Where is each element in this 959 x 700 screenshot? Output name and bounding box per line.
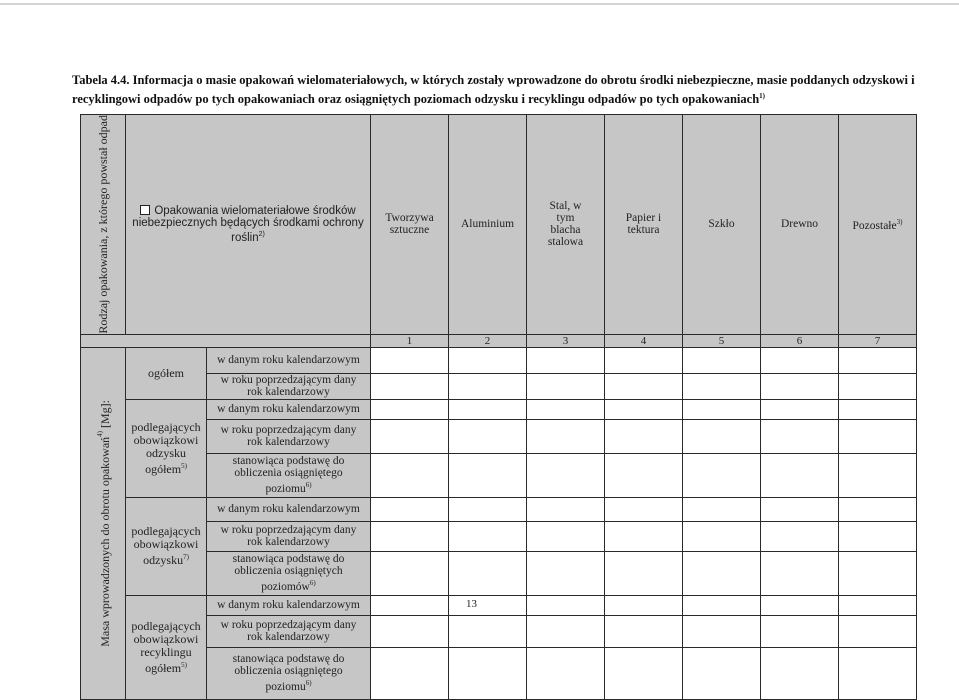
row-label: w roku poprzedzającym dany rok kalendarzowy bbox=[220, 424, 357, 449]
data-cell[interactable] bbox=[761, 453, 839, 497]
row-label-cell bbox=[207, 551, 371, 595]
data-cell[interactable] bbox=[839, 373, 917, 399]
column-number: 6 bbox=[761, 334, 839, 347]
data-cell[interactable] bbox=[605, 521, 683, 551]
data-cell[interactable] bbox=[449, 373, 527, 399]
data-cell[interactable] bbox=[527, 419, 605, 453]
data-cell[interactable] bbox=[839, 347, 917, 373]
row-label-cell bbox=[207, 521, 371, 551]
data-cell[interactable] bbox=[527, 615, 605, 647]
column-header-5 bbox=[683, 115, 761, 335]
data-cell[interactable] bbox=[371, 347, 449, 373]
data-cell[interactable] bbox=[605, 595, 683, 615]
table-row bbox=[81, 615, 917, 647]
column-header-6 bbox=[761, 115, 839, 335]
data-cell[interactable] bbox=[527, 551, 605, 595]
data-cell[interactable] bbox=[761, 347, 839, 373]
data-cell[interactable] bbox=[683, 615, 761, 647]
data-cell[interactable] bbox=[527, 521, 605, 551]
row-label: w roku poprzedzającym dany rok kalendarzowy bbox=[220, 619, 357, 644]
data-cell[interactable] bbox=[761, 373, 839, 399]
table-row bbox=[81, 551, 917, 595]
row-label-cell bbox=[207, 347, 371, 373]
column-header-7 bbox=[839, 115, 917, 335]
row-label: stanowiąca podstawę do obliczenia osiągniętego poziomu bbox=[232, 653, 345, 694]
table-caption-note: 1) bbox=[759, 92, 765, 100]
data-cell[interactable] bbox=[839, 551, 917, 595]
column-number-spacer bbox=[81, 334, 371, 347]
data-cell[interactable] bbox=[683, 419, 761, 453]
table-row bbox=[81, 453, 917, 497]
row-axis-label-text: Masa wprowadzonych do obrotu opakowań bbox=[98, 436, 112, 647]
column-header-label: Papier i tektura bbox=[625, 212, 662, 237]
row-group-label-cell bbox=[126, 595, 207, 699]
packaging-type-text: Opakowania wielomateriałowe środków niebezpiecznych będących środkami ochrony roślin bbox=[132, 204, 364, 244]
data-cell[interactable] bbox=[371, 453, 449, 497]
data-cell[interactable] bbox=[761, 521, 839, 551]
row-group-label-cell bbox=[126, 347, 207, 399]
data-cell[interactable] bbox=[449, 551, 527, 595]
row-axis-label-note: 4) bbox=[96, 430, 104, 437]
row-label: w roku poprzedzającym dany rok kalendarzowy bbox=[220, 524, 357, 549]
data-cell[interactable] bbox=[761, 615, 839, 647]
packaging-type-cell bbox=[126, 115, 371, 335]
data-cell[interactable] bbox=[449, 497, 527, 521]
row-label: w danym roku kalendarzowym bbox=[217, 403, 360, 416]
data-cell[interactable] bbox=[761, 399, 839, 419]
column-header-label: Drewno bbox=[780, 218, 819, 231]
data-cell[interactable] bbox=[761, 595, 839, 615]
data-cell[interactable] bbox=[839, 497, 917, 521]
data-cell[interactable] bbox=[761, 551, 839, 595]
row-label: w roku poprzedzającym dany rok kalendarzowy bbox=[220, 374, 357, 399]
column-number: 4 bbox=[605, 334, 683, 347]
checkbox-icon[interactable] bbox=[140, 205, 150, 215]
data-cell[interactable] bbox=[839, 419, 917, 453]
column-number: 1 bbox=[371, 334, 449, 347]
data-cell[interactable] bbox=[683, 647, 761, 699]
row-label: w danym roku kalendarzowym bbox=[217, 503, 360, 516]
table-row bbox=[81, 521, 917, 551]
data-cell[interactable] bbox=[839, 399, 917, 419]
data-cell[interactable] bbox=[839, 615, 917, 647]
data-cell[interactable] bbox=[683, 347, 761, 373]
column-header-label: Aluminium bbox=[460, 218, 515, 231]
row-label: stanowiąca podstawę do obliczenia osiągniętego poziomu bbox=[232, 455, 345, 496]
column-header-label: Pozostałe bbox=[852, 220, 897, 233]
row-label-cell bbox=[207, 595, 371, 615]
data-cell[interactable] bbox=[527, 347, 605, 373]
data-cell[interactable] bbox=[605, 453, 683, 497]
data-cell[interactable] bbox=[761, 419, 839, 453]
page-number: 13 bbox=[466, 598, 477, 610]
page-top-rule bbox=[0, 3, 959, 5]
data-cell[interactable] bbox=[839, 521, 917, 551]
data-cell[interactable] bbox=[683, 497, 761, 521]
data-cell[interactable] bbox=[371, 373, 449, 399]
row-axis-label bbox=[94, 400, 112, 647]
row-label-note: 6) bbox=[305, 481, 312, 490]
table-row bbox=[81, 399, 917, 419]
data-cell[interactable] bbox=[371, 551, 449, 595]
data-cell[interactable] bbox=[683, 399, 761, 419]
data-cell[interactable] bbox=[371, 615, 449, 647]
data-cell[interactable] bbox=[449, 595, 527, 615]
data-cell[interactable] bbox=[683, 551, 761, 595]
corner-label: Rodzaj opakowania, z którego powstał odpad bbox=[95, 115, 110, 334]
data-cell[interactable] bbox=[683, 595, 761, 615]
data-cell[interactable] bbox=[449, 615, 527, 647]
table-row bbox=[81, 595, 917, 615]
row-group-label: podlegających obowiązkowi recyklingu ogółem bbox=[131, 618, 201, 675]
row-label-cell bbox=[207, 497, 371, 521]
data-cell[interactable] bbox=[605, 347, 683, 373]
packaging-type-note: 2) bbox=[258, 230, 265, 238]
data-cell[interactable] bbox=[605, 647, 683, 699]
data-cell[interactable] bbox=[449, 453, 527, 497]
data-cell[interactable] bbox=[605, 419, 683, 453]
row-label-cell bbox=[207, 399, 371, 419]
table-row bbox=[81, 647, 917, 699]
table-row bbox=[81, 373, 917, 399]
data-cell[interactable] bbox=[683, 453, 761, 497]
data-cell[interactable] bbox=[839, 595, 917, 615]
data-cell[interactable] bbox=[371, 521, 449, 551]
column-header-label: Tworzywa sztuczne bbox=[385, 212, 434, 237]
table-row bbox=[81, 419, 917, 453]
row-label-cell bbox=[207, 453, 371, 497]
row-label-cell bbox=[207, 419, 371, 453]
column-number: 3 bbox=[527, 334, 605, 347]
row-axis-label-cell bbox=[81, 347, 126, 699]
column-number: 7 bbox=[839, 334, 917, 347]
row-axis-label-unit: [Mg]: bbox=[98, 399, 112, 431]
data-cell[interactable] bbox=[605, 399, 683, 419]
data-cell[interactable] bbox=[371, 399, 449, 419]
column-header-label: Stal, w tym blacha stalowa bbox=[547, 200, 584, 249]
data-cell[interactable] bbox=[449, 521, 527, 551]
data-cell[interactable] bbox=[449, 419, 527, 453]
row-group-label: ogółem bbox=[148, 365, 184, 380]
row-group-note: 5) bbox=[181, 461, 187, 470]
data-cell[interactable] bbox=[527, 595, 605, 615]
row-group-note: 7) bbox=[183, 553, 189, 562]
corner-label-cell bbox=[81, 115, 126, 335]
column-header-2 bbox=[449, 115, 527, 335]
data-cell[interactable] bbox=[449, 399, 527, 419]
data-cell[interactable] bbox=[527, 647, 605, 699]
table-row bbox=[81, 347, 917, 373]
data-cell[interactable] bbox=[683, 521, 761, 551]
table-caption-text: Informacja o masie opakowań wielomateriałowych, w których zostały wprowadzone do obrotu środki niebezpieczne, masie poddanych odzyskowi i recyklingowi odpadów po tych opakowaniach oraz osiągniętych poziomach odzysku i recyklingu odpadów po tych opakowaniach bbox=[72, 73, 915, 107]
row-label-cell bbox=[207, 647, 371, 699]
data-cell[interactable] bbox=[527, 497, 605, 521]
row-label: w danym roku kalendarzowym bbox=[217, 599, 360, 612]
row-label: stanowiąca podstawę do obliczenia osiągniętych poziomów bbox=[232, 553, 345, 594]
row-label-cell bbox=[207, 615, 371, 647]
data-cell[interactable] bbox=[371, 647, 449, 699]
column-header-label: Szkło bbox=[708, 218, 735, 231]
table-row bbox=[81, 497, 917, 521]
row-label: w danym roku kalendarzowym bbox=[217, 354, 360, 367]
table-caption-label: Tabela 4.4. bbox=[72, 73, 130, 87]
column-header-1 bbox=[371, 115, 449, 335]
data-cell[interactable] bbox=[527, 399, 605, 419]
data-cell[interactable] bbox=[605, 497, 683, 521]
row-label-cell bbox=[207, 373, 371, 399]
data-cell[interactable] bbox=[371, 419, 449, 453]
row-group-label: podlegających obowiązkowi odzysku bbox=[131, 524, 201, 568]
column-header-4 bbox=[605, 115, 683, 335]
row-group-label-cell bbox=[126, 399, 207, 497]
column-number: 5 bbox=[683, 334, 761, 347]
data-cell[interactable] bbox=[839, 647, 917, 699]
packaging-mass-table bbox=[80, 114, 917, 700]
data-cell[interactable] bbox=[449, 647, 527, 699]
data-cell[interactable] bbox=[449, 347, 527, 373]
data-cell[interactable] bbox=[761, 647, 839, 699]
column-header-3 bbox=[527, 115, 605, 335]
data-cell[interactable] bbox=[527, 373, 605, 399]
data-cell[interactable] bbox=[683, 373, 761, 399]
data-cell[interactable] bbox=[371, 497, 449, 521]
data-cell[interactable] bbox=[371, 595, 449, 615]
data-cell[interactable] bbox=[527, 453, 605, 497]
data-cell[interactable] bbox=[839, 453, 917, 497]
column-number: 2 bbox=[449, 334, 527, 347]
row-group-label-cell bbox=[126, 497, 207, 595]
column-header-note: 3) bbox=[896, 218, 903, 227]
row-label-note: 6) bbox=[309, 579, 316, 588]
row-label-note: 6) bbox=[305, 679, 312, 688]
row-group-note: 5) bbox=[181, 660, 187, 669]
row-group-label: podlegających obowiązkowi odzysku ogółem bbox=[131, 419, 201, 476]
data-cell[interactable] bbox=[605, 551, 683, 595]
data-cell[interactable] bbox=[605, 615, 683, 647]
data-cell[interactable] bbox=[761, 497, 839, 521]
data-cell[interactable] bbox=[605, 373, 683, 399]
table-caption bbox=[72, 72, 952, 107]
